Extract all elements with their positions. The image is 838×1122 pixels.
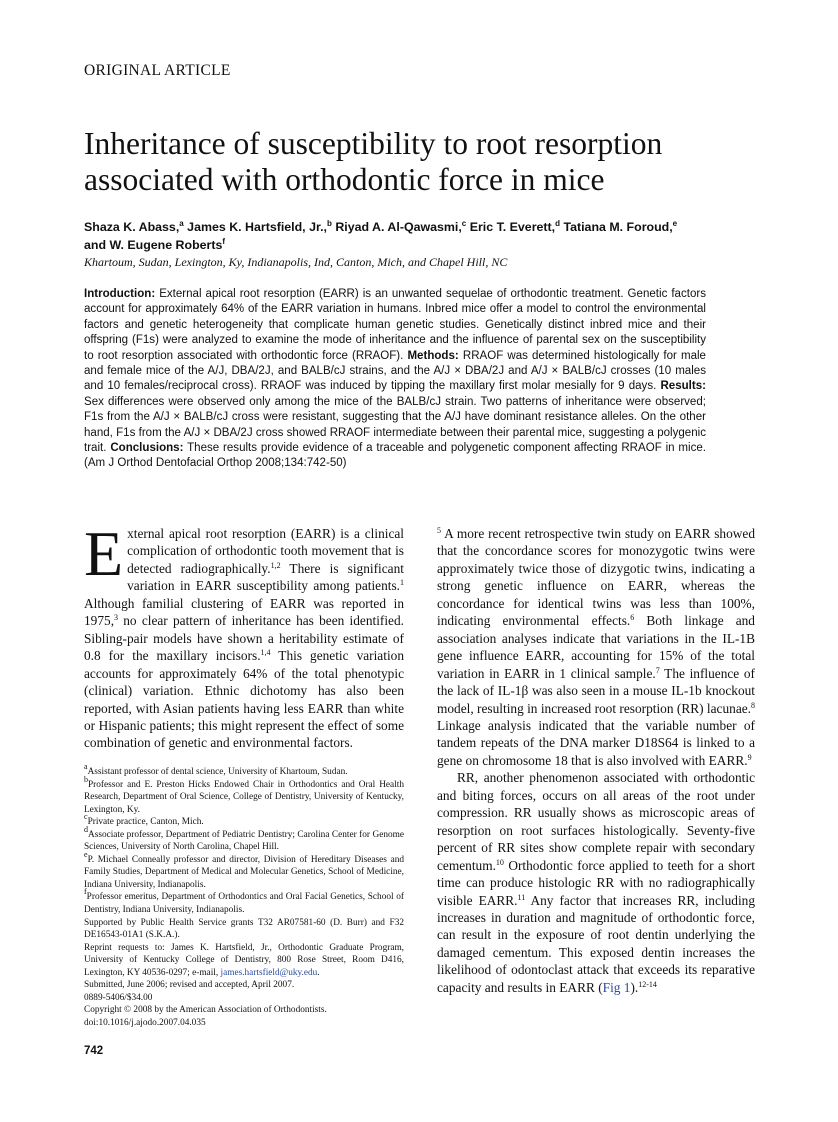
author-name: Shaza K. Abass,: [84, 220, 180, 234]
copyright-note: Copyright © 2008 by the American Association of Orthodontists.: [84, 1005, 327, 1016]
footnote-text: Private practice, Canton, Mich.: [87, 817, 204, 828]
abstract-intro: External apical root resorption (EARR) is an unwanted sequelae of orthodontic treatment. Genetic factors account for approximately 64% of the EARR variation in humans. Inbred mice offer a model to control the environmental factors and genetic heterogeneity that complicate human genetic studies. Genetically distinct inbred mice and their offspring (F1s) were analyzed to examine the mode of inheritance and the influence of parental sex on the susceptibility to root resorption associated with orthodontic force (RRAOF).: [84, 288, 706, 362]
author-name: Eric T. Everett,: [469, 220, 556, 234]
author-name: James K. Hartsfield, Jr.,: [187, 220, 327, 234]
reprint-text: Reprint requests to: James K. Hartsfield, Jr., Orthodontic Graduate Program, University of Kentucky College of Dentistry, 800 Rose Street, Room D416, Lexington, KY 40536-0297; e-mail,: [84, 942, 404, 978]
body-paragraph-1: [84, 518, 404, 752]
abstract-methods-label: Methods:: [407, 349, 459, 362]
citation: 12-14: [638, 979, 657, 989]
footnote: [84, 762, 404, 779]
email-link[interactable]: james.hartsfield@uky.edu: [220, 967, 318, 978]
abstract-results-label: Results:: [660, 380, 706, 393]
author-mark: d: [555, 219, 560, 228]
footnote-mark: e: [84, 849, 88, 859]
footnote-mark: b: [84, 774, 88, 784]
footnote-text: Associate professor, Department of Pediatric Dentistry; Carolina Center for Genome Sciences, University of North Carolina, Chapel Hill.: [84, 829, 404, 853]
citation: 6: [630, 613, 635, 623]
body-text: Linkage analysis indicated that the variable number of tandem repeats of the DNA marker D18S64 is linked to a gene on chromosome 18 that is also involved with EARR.: [437, 717, 755, 768]
footnotes: [84, 762, 404, 1029]
abstract-intro-label: Introduction:: [84, 288, 156, 300]
body-text: xternal apical root resorption (EARR) is a clinical complication of orthodontic tooth movement that is detected radiographically.: [127, 526, 404, 576]
affiliation-line: Khartoum, Sudan, Lexington, Ky, Indianapolis, Ind, Canton, Mich, and Chapel Hill, NC: [84, 255, 508, 269]
footnote-mark: c: [84, 812, 88, 822]
citation: 1: [400, 578, 404, 588]
footnote-mark: f: [84, 887, 87, 897]
doi-note: doi:10.1016/j.ajodo.2007.04.035: [84, 1017, 206, 1028]
footnote: [84, 812, 404, 829]
abstract-conclusions: These results provide evidence of a traceable and polygenetic component affecting RRAOF in mice. (Am J Orthod Dentofacial Orthop 2008;134:742-50): [84, 442, 706, 470]
author-mark: e: [672, 219, 678, 228]
citation: 11: [517, 892, 526, 902]
support-note: Supported by Public Health Service grants T32 AR07581-60 (D. Burr) and F32 DE16543-01A1 (S.K.A.).: [84, 917, 404, 941]
body-text: Any factor that increases RR, including increases in duration and magnitude of orthodontic force, can result in the exposure of root dentin underlying the damaged cementum. This exposed dentin increases the likelihood of odontoclast attack that exceeds its reparative capacity and results in EARR (: [437, 892, 756, 995]
citation: 7: [655, 665, 660, 675]
footnote-mark: d: [84, 824, 88, 834]
body-text: Although familial clustering of EARR was reported in 1975,: [84, 595, 404, 629]
body-text: RR, another phenomenon associated with orthodontic and biting forces, occurs on all areas of the root under compression. RR usually shows as microscopic areas of resorption on root surfaces histologically. Seventy-five percent of RR sites show complete repair with secondary cementum.: [437, 770, 755, 873]
body-text: The influence of the lack of IL-1β was also seen in a mouse IL-1b knockout model, resulting in increased root resorption (RR) lacunae.: [437, 665, 755, 716]
citation: 8: [751, 700, 755, 710]
reprint-note: [84, 942, 404, 980]
author-name: Tatiana M. Foroud,: [563, 220, 673, 234]
author-list: [84, 218, 764, 254]
figure-link[interactable]: Fig 1: [602, 979, 631, 995]
footnote: [84, 887, 404, 916]
body-text: Both linkage and association analyses indicate that variations in the IL-1B gene influence EARR, accounting for 15% of the total variation in EARR in 1 clinical sample.: [437, 613, 755, 681]
body-text: ).: [630, 979, 639, 995]
author-mark: a: [179, 219, 184, 228]
body-text: A more recent retrospective twin study on EARR showed that the concordance scores for monozygotic twins were approximately twice those of dizygotic twins, indicating a strong genetic influence on EARR, whereas the concordance for identical twins was less than 100%, indicating environmental effects.: [437, 526, 755, 629]
price-note: 0889-5406/$34.00: [84, 992, 153, 1003]
body-column-right: [437, 525, 755, 996]
body-text: There is significant variation in EARR susceptibility among patients.: [127, 560, 404, 594]
footnote-text: P. Michael Conneally professor and director, Division of Hereditary Diseases and Family Studies, Department of Medical and Molecular Genetics, School of Medicine, Indiana University, Indianapolis.: [84, 854, 404, 890]
author-mark: c: [461, 219, 467, 228]
citation: 3: [114, 613, 119, 623]
body-text: This genetic variation accounts for approximately 64% of the total phenotypic (clinical) variation. Ethnic dichotomy has also been reported, with Asian patients having less EARR than white or Hispanic patients; this might represent the effect of some combination of genetic and environmental factors.: [84, 648, 404, 751]
citation: 5: [437, 526, 441, 535]
author-mark: b: [326, 219, 332, 228]
body-column-left: [84, 518, 404, 752]
section-label: ORIGINAL ARTICLE: [84, 62, 231, 79]
footnote-mark: a: [84, 762, 88, 771]
reprint-end: .: [317, 967, 320, 978]
footnote: [84, 849, 404, 892]
author-name: Riyad A. Al-Qawasmi,: [335, 220, 462, 234]
submitted-note: Submitted, June 2006; revised and accepted, April 2007.: [84, 980, 295, 991]
citation: 1,2: [270, 560, 281, 570]
citation: 1,4: [260, 648, 271, 658]
footnote-text: Professor emeritus, Department of Orthodontics and Oral Facial Genetics, School of Dentistry, Indiana University, Indianapolis.: [84, 892, 404, 916]
abstract-results: Sex differences were observed only among the mice of the BALB/cJ strain. Two patterns of inheritance were observed; F1s from the A/J × BALB/cJ cross were resistant, suggesting that the A/J have dominant resistance alleles. On the other hand, F1s from the A/J × DBA/2J cross showed RRAOF intermediate between their parental mice, suggesting a polygenic trait.: [84, 395, 706, 455]
body-paragraph-1-cont: [437, 525, 755, 769]
page-number: 742: [84, 1045, 104, 1057]
article-title: [84, 126, 764, 198]
footnote-text: Professor and E. Preston Hicks Endowed Chair in Orthodontics and Oral Health Research, Department of Oral Science, College of Dentistry, University of Kentucky, Lexington, Ky.: [84, 779, 404, 815]
citation: 10: [495, 857, 504, 867]
title-line-2: associated with orthodontic force in mice: [84, 162, 605, 197]
footnote-text: Assistant professor of dental science, University of Khartoum, Sudan.: [87, 767, 348, 777]
drop-cap: E: [84, 518, 124, 589]
author-mark: f: [222, 237, 226, 246]
title-line-1: Inheritance of susceptibility to root resorption: [84, 126, 663, 161]
body-text: no clear pattern of inheritance has been identified. Sibling-pair models have shown a heritability estimate of 0.8 for the maxillary incisors.: [84, 613, 404, 664]
author-name: and W. Eugene Roberts: [84, 238, 223, 252]
abstract: [84, 287, 706, 472]
citation: 9: [747, 752, 752, 762]
footnote: [84, 774, 404, 817]
body-paragraph-2: [437, 769, 755, 996]
footnote: [84, 824, 404, 854]
body-text: Orthodontic force applied to teeth for a short time can produce histologic RR with no radiographically visible EARR.: [437, 857, 755, 908]
abstract-conclusions-label: Conclusions:: [110, 442, 184, 455]
abstract-methods: RRAOF was determined histologically for male and female mice of the A/J, DBA/2J, and BALB/cJ strains, and the A/J × DBA/2J and A/J × BALB/cJ crosses (10 males and 10 females/reciprocal cross). RRAOF was induced by tipping the maxillary first molar mesially for 9 days.: [84, 349, 706, 393]
